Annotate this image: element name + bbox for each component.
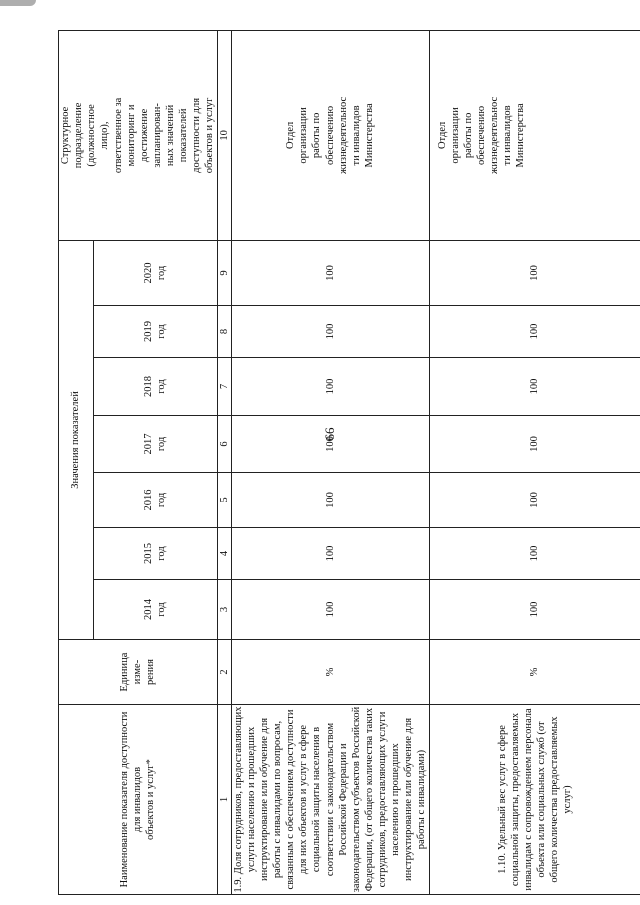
- value-cell: 100: [231, 358, 429, 416]
- values-group-header: Значения показателей: [59, 240, 94, 639]
- unit-cell: %: [231, 640, 429, 705]
- value-cell: 100: [429, 528, 640, 580]
- year-2015-header: 2015 год: [93, 528, 217, 580]
- year-2019-header: 2019 год: [93, 306, 217, 358]
- indicator-name-header: Наименование показателя доступности для инвалидов объектов и услуг*: [59, 705, 218, 895]
- table-row: [429, 30, 640, 894]
- value-cell: 100: [231, 240, 429, 305]
- year-2020-header: 2020 год: [93, 240, 217, 305]
- year-2016-header: 2016 год: [93, 473, 217, 528]
- value-cell: 100: [231, 580, 429, 640]
- value-cell: 100: [231, 528, 429, 580]
- value-cell: 100: [231, 416, 429, 473]
- unit-header: Единица изме- рения: [59, 640, 218, 705]
- indicator-description: 1.9. Доля сотрудников, предоставляющих услуги населению и прошедших инструктирование или обучение для работы с инвалидами по вопросам, связанным с обеспечением доступности для них объектов и услуг в сфере социальной защиты населения в соответствии с законодательством Российской Федерации и законодательством субъектов Российской Федерации, (от общего количества таких сотрудников, предоставляющих услуги населению и прошедших инструктирование или обучение для работы с инвалидами): [232, 706, 428, 893]
- responsible-header: Структурное подразделение (должностное лицо), ответственное за мониторинг и достижение запланирован- ных значений показателей доступности для объектов и услуг: [59, 30, 218, 240]
- document-area: [58, 30, 608, 895]
- column-number: 9: [217, 240, 231, 305]
- table-row: [231, 30, 429, 894]
- scan-edge-mark: [0, 0, 36, 6]
- responsible-department: Отдел организации работы по обеспечению жизнедеятельнос ти инвалидов Министерства: [231, 30, 429, 240]
- column-number: 8: [217, 306, 231, 358]
- indicator-description: 1.10. Удельный вес услуг в сфере социальной защиты, предоставляемых инвалидам с сопровождением персонала объекта или социальных служб (от общего количества предоставляемых услуг): [429, 705, 640, 895]
- year-2017-header: 2017 год: [93, 416, 217, 473]
- value-cell: 100: [429, 473, 640, 528]
- value-cell: 100: [231, 306, 429, 358]
- value-cell: 100: [429, 580, 640, 640]
- column-number: 6: [217, 416, 231, 473]
- header-row-1: [59, 30, 94, 894]
- value-cell: 100: [231, 473, 429, 528]
- column-number: 1: [217, 705, 231, 895]
- value-cell: 100: [429, 358, 640, 416]
- column-numbers-row: [217, 30, 231, 894]
- value-cell: 100: [429, 306, 640, 358]
- responsible-department: Отдел организации работы по обеспечению жизнедеятельнос ти инвалидов Министерства: [429, 30, 640, 240]
- value-cell: 100: [429, 416, 640, 473]
- column-number: 2: [217, 640, 231, 705]
- year-2018-header: 2018 год: [93, 358, 217, 416]
- page-number: 66: [322, 427, 337, 441]
- column-number: 10: [217, 30, 231, 240]
- rotated-document: [58, 30, 608, 895]
- column-number: 5: [217, 473, 231, 528]
- year-2014-header: 2014 год: [93, 580, 217, 640]
- column-number: 3: [217, 580, 231, 640]
- unit-cell: %: [429, 640, 640, 705]
- indicators-table: [58, 30, 640, 895]
- value-cell: 100: [429, 240, 640, 305]
- column-number: 4: [217, 528, 231, 580]
- column-number: 7: [217, 358, 231, 416]
